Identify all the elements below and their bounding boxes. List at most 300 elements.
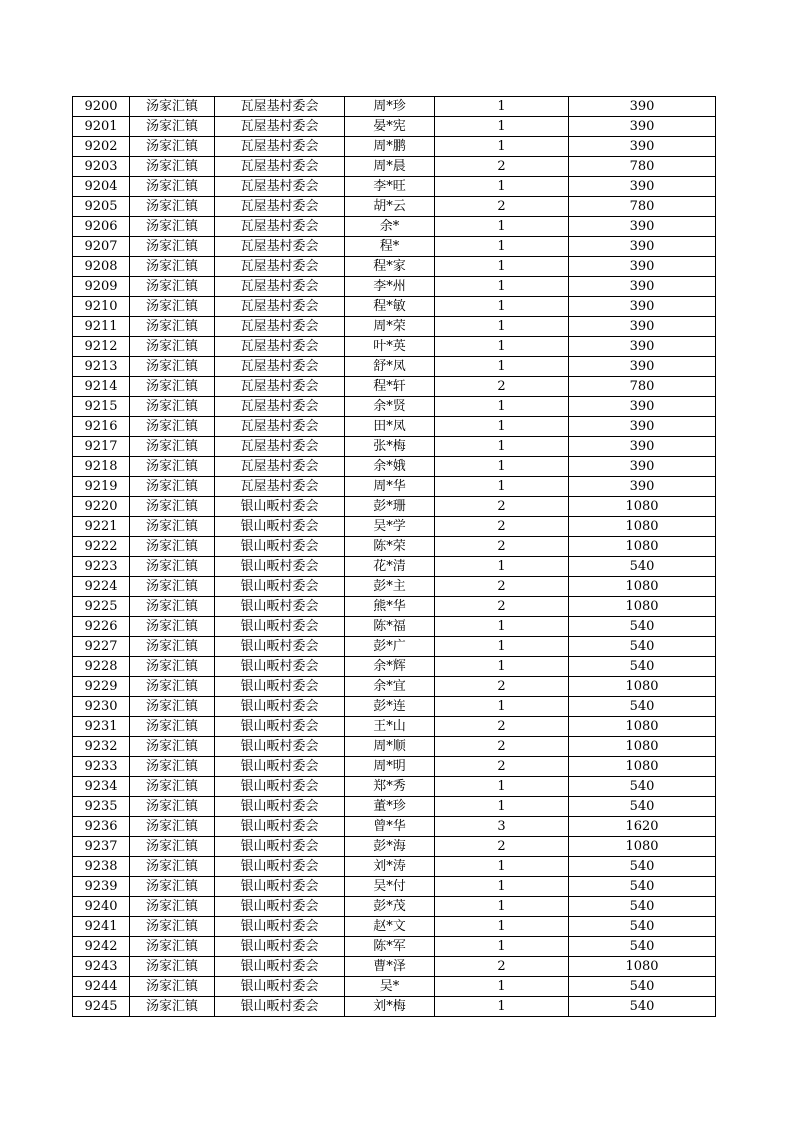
row-number-cell: 9200 (73, 97, 130, 117)
table-row (73, 537, 716, 557)
count-cell: 1 (435, 977, 569, 997)
village-cell: 瓦屋基村委会 (215, 397, 345, 417)
table-row (73, 737, 716, 757)
table-row (73, 857, 716, 877)
table-row (73, 697, 716, 717)
town-cell: 汤家汇镇 (130, 337, 215, 357)
row-number-cell: 9230 (73, 697, 130, 717)
village-cell: 瓦屋基村委会 (215, 377, 345, 397)
count-cell: 2 (435, 757, 569, 777)
row-number-cell: 9218 (73, 457, 130, 477)
count-cell: 1 (435, 177, 569, 197)
row-number-cell: 9224 (73, 577, 130, 597)
village-cell: 银山畈村委会 (215, 877, 345, 897)
amount-cell: 1080 (569, 577, 716, 597)
name-cell: 王*山 (345, 717, 435, 737)
town-cell: 汤家汇镇 (130, 457, 215, 477)
row-number-cell: 9207 (73, 237, 130, 257)
amount-cell: 540 (569, 797, 716, 817)
table-row (73, 297, 716, 317)
town-cell: 汤家汇镇 (130, 297, 215, 317)
town-cell: 汤家汇镇 (130, 757, 215, 777)
count-cell: 1 (435, 877, 569, 897)
table-row (73, 457, 716, 477)
village-cell: 银山畈村委会 (215, 817, 345, 837)
amount-cell: 1080 (569, 837, 716, 857)
table-row (73, 657, 716, 677)
table-row (73, 497, 716, 517)
table-row (73, 677, 716, 697)
row-number-cell: 9227 (73, 637, 130, 657)
town-cell: 汤家汇镇 (130, 977, 215, 997)
table-row (73, 317, 716, 337)
row-number-cell: 9205 (73, 197, 130, 217)
town-cell: 汤家汇镇 (130, 477, 215, 497)
village-cell: 瓦屋基村委会 (215, 97, 345, 117)
town-cell: 汤家汇镇 (130, 517, 215, 537)
amount-cell: 390 (569, 117, 716, 137)
town-cell: 汤家汇镇 (130, 217, 215, 237)
town-cell: 汤家汇镇 (130, 597, 215, 617)
count-cell: 2 (435, 717, 569, 737)
village-cell: 瓦屋基村委会 (215, 457, 345, 477)
name-cell: 余* (345, 217, 435, 237)
village-cell: 银山畈村委会 (215, 997, 345, 1017)
row-number-cell: 9204 (73, 177, 130, 197)
row-number-cell: 9238 (73, 857, 130, 877)
count-cell: 1 (435, 997, 569, 1017)
row-number-cell: 9243 (73, 957, 130, 977)
table-row (73, 377, 716, 397)
row-number-cell: 9212 (73, 337, 130, 357)
count-cell: 1 (435, 937, 569, 957)
table-row (73, 877, 716, 897)
name-cell: 彭*珊 (345, 497, 435, 517)
count-cell: 1 (435, 297, 569, 317)
row-number-cell: 9239 (73, 877, 130, 897)
village-cell: 银山畈村委会 (215, 557, 345, 577)
town-cell: 汤家汇镇 (130, 197, 215, 217)
amount-cell: 540 (569, 617, 716, 637)
amount-cell: 540 (569, 557, 716, 577)
amount-cell: 780 (569, 377, 716, 397)
village-cell: 银山畈村委会 (215, 577, 345, 597)
name-cell: 周*晨 (345, 157, 435, 177)
village-cell: 银山畈村委会 (215, 837, 345, 857)
count-cell: 1 (435, 777, 569, 797)
count-cell: 1 (435, 437, 569, 457)
count-cell: 1 (435, 697, 569, 717)
records-table-body (73, 97, 716, 1017)
village-cell: 银山畈村委会 (215, 737, 345, 757)
name-cell: 晏*宪 (345, 117, 435, 137)
row-number-cell: 9229 (73, 677, 130, 697)
count-cell: 1 (435, 337, 569, 357)
name-cell: 舒*凤 (345, 357, 435, 377)
town-cell: 汤家汇镇 (130, 497, 215, 517)
town-cell: 汤家汇镇 (130, 417, 215, 437)
amount-cell: 390 (569, 297, 716, 317)
amount-cell: 390 (569, 277, 716, 297)
name-cell: 余*贤 (345, 397, 435, 417)
village-cell: 瓦屋基村委会 (215, 137, 345, 157)
row-number-cell: 9236 (73, 817, 130, 837)
amount-cell: 390 (569, 477, 716, 497)
name-cell: 彭*海 (345, 837, 435, 857)
row-number-cell: 9240 (73, 897, 130, 917)
town-cell: 汤家汇镇 (130, 117, 215, 137)
name-cell: 彭*广 (345, 637, 435, 657)
row-number-cell: 9244 (73, 977, 130, 997)
amount-cell: 390 (569, 337, 716, 357)
amount-cell: 390 (569, 457, 716, 477)
table-row (73, 777, 716, 797)
row-number-cell: 9203 (73, 157, 130, 177)
count-cell: 1 (435, 857, 569, 877)
count-cell: 2 (435, 577, 569, 597)
name-cell: 刘*涛 (345, 857, 435, 877)
amount-cell: 540 (569, 637, 716, 657)
table-row (73, 117, 716, 137)
name-cell: 吴* (345, 977, 435, 997)
count-cell: 2 (435, 737, 569, 757)
name-cell: 周*荣 (345, 317, 435, 337)
count-cell: 2 (435, 537, 569, 557)
village-cell: 银山畈村委会 (215, 517, 345, 537)
row-number-cell: 9210 (73, 297, 130, 317)
row-number-cell: 9206 (73, 217, 130, 237)
amount-cell: 390 (569, 137, 716, 157)
row-number-cell: 9216 (73, 417, 130, 437)
count-cell: 2 (435, 197, 569, 217)
village-cell: 银山畈村委会 (215, 957, 345, 977)
town-cell: 汤家汇镇 (130, 657, 215, 677)
count-cell: 1 (435, 617, 569, 637)
table-row (73, 597, 716, 617)
village-cell: 瓦屋基村委会 (215, 257, 345, 277)
count-cell: 2 (435, 497, 569, 517)
name-cell: 陈*福 (345, 617, 435, 637)
table-row (73, 797, 716, 817)
table-row (73, 837, 716, 857)
table-row (73, 97, 716, 117)
name-cell: 吴*付 (345, 877, 435, 897)
row-number-cell: 9231 (73, 717, 130, 737)
count-cell: 1 (435, 317, 569, 337)
town-cell: 汤家汇镇 (130, 677, 215, 697)
village-cell: 瓦屋基村委会 (215, 217, 345, 237)
town-cell: 汤家汇镇 (130, 997, 215, 1017)
amount-cell: 1080 (569, 537, 716, 557)
table-row (73, 997, 716, 1017)
village-cell: 瓦屋基村委会 (215, 357, 345, 377)
table-row (73, 357, 716, 377)
count-cell: 1 (435, 137, 569, 157)
name-cell: 程*轩 (345, 377, 435, 397)
town-cell: 汤家汇镇 (130, 937, 215, 957)
town-cell: 汤家汇镇 (130, 897, 215, 917)
amount-cell: 390 (569, 257, 716, 277)
name-cell: 胡*云 (345, 197, 435, 217)
amount-cell: 390 (569, 317, 716, 337)
village-cell: 瓦屋基村委会 (215, 337, 345, 357)
name-cell: 赵*文 (345, 917, 435, 937)
amount-cell: 390 (569, 217, 716, 237)
village-cell: 银山畈村委会 (215, 617, 345, 637)
village-cell: 瓦屋基村委会 (215, 317, 345, 337)
row-number-cell: 9234 (73, 777, 130, 797)
count-cell: 1 (435, 97, 569, 117)
town-cell: 汤家汇镇 (130, 577, 215, 597)
table-row (73, 477, 716, 497)
town-cell: 汤家汇镇 (130, 397, 215, 417)
table-row (73, 417, 716, 437)
town-cell: 汤家汇镇 (130, 377, 215, 397)
town-cell: 汤家汇镇 (130, 437, 215, 457)
village-cell: 瓦屋基村委会 (215, 417, 345, 437)
count-cell: 1 (435, 397, 569, 417)
village-cell: 瓦屋基村委会 (215, 277, 345, 297)
amount-cell: 540 (569, 977, 716, 997)
table-row (73, 637, 716, 657)
village-cell: 瓦屋基村委会 (215, 477, 345, 497)
amount-cell: 1080 (569, 677, 716, 697)
name-cell: 周*鹏 (345, 137, 435, 157)
village-cell: 银山畈村委会 (215, 697, 345, 717)
amount-cell: 390 (569, 237, 716, 257)
row-number-cell: 9202 (73, 137, 130, 157)
row-number-cell: 9237 (73, 837, 130, 857)
amount-cell: 390 (569, 357, 716, 377)
village-cell: 瓦屋基村委会 (215, 177, 345, 197)
table-row (73, 717, 716, 737)
amount-cell: 1080 (569, 757, 716, 777)
name-cell: 周*珍 (345, 97, 435, 117)
row-number-cell: 9211 (73, 317, 130, 337)
village-cell: 瓦屋基村委会 (215, 197, 345, 217)
town-cell: 汤家汇镇 (130, 737, 215, 757)
village-cell: 银山畈村委会 (215, 597, 345, 617)
table-row (73, 177, 716, 197)
amount-cell: 1080 (569, 497, 716, 517)
amount-cell: 540 (569, 657, 716, 677)
table-row (73, 557, 716, 577)
village-cell: 银山畈村委会 (215, 777, 345, 797)
town-cell: 汤家汇镇 (130, 137, 215, 157)
town-cell: 汤家汇镇 (130, 917, 215, 937)
table-row (73, 397, 716, 417)
village-cell: 银山畈村委会 (215, 537, 345, 557)
count-cell: 1 (435, 897, 569, 917)
count-cell: 1 (435, 477, 569, 497)
row-number-cell: 9217 (73, 437, 130, 457)
village-cell: 瓦屋基村委会 (215, 437, 345, 457)
name-cell: 程*敏 (345, 297, 435, 317)
table-row (73, 757, 716, 777)
amount-cell: 780 (569, 197, 716, 217)
count-cell: 2 (435, 157, 569, 177)
town-cell: 汤家汇镇 (130, 257, 215, 277)
amount-cell: 1080 (569, 517, 716, 537)
village-cell: 银山畈村委会 (215, 977, 345, 997)
count-cell: 1 (435, 797, 569, 817)
name-cell: 周*明 (345, 757, 435, 777)
name-cell: 叶*英 (345, 337, 435, 357)
row-number-cell: 9215 (73, 397, 130, 417)
amount-cell: 540 (569, 857, 716, 877)
count-cell: 3 (435, 817, 569, 837)
row-number-cell: 9219 (73, 477, 130, 497)
amount-cell: 1620 (569, 817, 716, 837)
name-cell: 曹*泽 (345, 957, 435, 977)
count-cell: 1 (435, 637, 569, 657)
row-number-cell: 9228 (73, 657, 130, 677)
table-row (73, 157, 716, 177)
village-cell: 瓦屋基村委会 (215, 117, 345, 137)
row-number-cell: 9226 (73, 617, 130, 637)
name-cell: 李*旺 (345, 177, 435, 197)
amount-cell: 390 (569, 177, 716, 197)
row-number-cell: 9222 (73, 537, 130, 557)
village-cell: 银山畈村委会 (215, 657, 345, 677)
name-cell: 余*宜 (345, 677, 435, 697)
name-cell: 彭*连 (345, 697, 435, 717)
village-cell: 银山畈村委会 (215, 897, 345, 917)
amount-cell: 1080 (569, 597, 716, 617)
table-row (73, 817, 716, 837)
village-cell: 瓦屋基村委会 (215, 297, 345, 317)
row-number-cell: 9241 (73, 917, 130, 937)
row-number-cell: 9208 (73, 257, 130, 277)
amount-cell: 540 (569, 937, 716, 957)
table-row (73, 437, 716, 457)
records-table (72, 96, 716, 1017)
amount-cell: 390 (569, 97, 716, 117)
count-cell: 1 (435, 257, 569, 277)
town-cell: 汤家汇镇 (130, 837, 215, 857)
village-cell: 银山畈村委会 (215, 677, 345, 697)
name-cell: 刘*梅 (345, 997, 435, 1017)
table-row (73, 517, 716, 537)
town-cell: 汤家汇镇 (130, 857, 215, 877)
village-cell: 瓦屋基村委会 (215, 157, 345, 177)
town-cell: 汤家汇镇 (130, 817, 215, 837)
row-number-cell: 9242 (73, 937, 130, 957)
row-number-cell: 9213 (73, 357, 130, 377)
amount-cell: 540 (569, 697, 716, 717)
name-cell: 花*清 (345, 557, 435, 577)
town-cell: 汤家汇镇 (130, 177, 215, 197)
town-cell: 汤家汇镇 (130, 777, 215, 797)
table-row (73, 897, 716, 917)
table-row (73, 917, 716, 937)
table-row (73, 257, 716, 277)
town-cell: 汤家汇镇 (130, 157, 215, 177)
name-cell: 陈*军 (345, 937, 435, 957)
table-row (73, 937, 716, 957)
amount-cell: 1080 (569, 737, 716, 757)
name-cell: 周*顺 (345, 737, 435, 757)
amount-cell: 390 (569, 417, 716, 437)
town-cell: 汤家汇镇 (130, 97, 215, 117)
village-cell: 银山畈村委会 (215, 857, 345, 877)
table-row (73, 337, 716, 357)
name-cell: 彭*茂 (345, 897, 435, 917)
count-cell: 2 (435, 517, 569, 537)
amount-cell: 390 (569, 397, 716, 417)
count-cell: 1 (435, 217, 569, 237)
table-row (73, 237, 716, 257)
village-cell: 银山畈村委会 (215, 757, 345, 777)
count-cell: 2 (435, 597, 569, 617)
table-row (73, 137, 716, 157)
amount-cell: 780 (569, 157, 716, 177)
row-number-cell: 9220 (73, 497, 130, 517)
count-cell: 2 (435, 837, 569, 857)
town-cell: 汤家汇镇 (130, 697, 215, 717)
row-number-cell: 9201 (73, 117, 130, 137)
name-cell: 田*凤 (345, 417, 435, 437)
count-cell: 1 (435, 417, 569, 437)
count-cell: 2 (435, 957, 569, 977)
table-row (73, 217, 716, 237)
table-row (73, 617, 716, 637)
row-number-cell: 9225 (73, 597, 130, 617)
count-cell: 1 (435, 917, 569, 937)
town-cell: 汤家汇镇 (130, 277, 215, 297)
name-cell: 董*珍 (345, 797, 435, 817)
count-cell: 1 (435, 277, 569, 297)
town-cell: 汤家汇镇 (130, 317, 215, 337)
table-row (73, 577, 716, 597)
name-cell: 程*家 (345, 257, 435, 277)
row-number-cell: 9209 (73, 277, 130, 297)
table-row (73, 957, 716, 977)
count-cell: 2 (435, 377, 569, 397)
town-cell: 汤家汇镇 (130, 237, 215, 257)
name-cell: 李*州 (345, 277, 435, 297)
town-cell: 汤家汇镇 (130, 357, 215, 377)
row-number-cell: 9232 (73, 737, 130, 757)
amount-cell: 540 (569, 997, 716, 1017)
town-cell: 汤家汇镇 (130, 617, 215, 637)
name-cell: 郑*秀 (345, 777, 435, 797)
row-number-cell: 9221 (73, 517, 130, 537)
row-number-cell: 9223 (73, 557, 130, 577)
name-cell: 余*娥 (345, 457, 435, 477)
name-cell: 熊*华 (345, 597, 435, 617)
row-number-cell: 9245 (73, 997, 130, 1017)
name-cell: 周*华 (345, 477, 435, 497)
name-cell: 曾*华 (345, 817, 435, 837)
name-cell: 彭*主 (345, 577, 435, 597)
town-cell: 汤家汇镇 (130, 957, 215, 977)
table-row (73, 977, 716, 997)
village-cell: 瓦屋基村委会 (215, 237, 345, 257)
row-number-cell: 9233 (73, 757, 130, 777)
amount-cell: 1080 (569, 957, 716, 977)
table-row (73, 277, 716, 297)
count-cell: 1 (435, 117, 569, 137)
amount-cell: 540 (569, 777, 716, 797)
name-cell: 余*辉 (345, 657, 435, 677)
village-cell: 银山畈村委会 (215, 717, 345, 737)
count-cell: 1 (435, 357, 569, 377)
count-cell: 1 (435, 657, 569, 677)
count-cell: 1 (435, 457, 569, 477)
table-row (73, 197, 716, 217)
row-number-cell: 9235 (73, 797, 130, 817)
